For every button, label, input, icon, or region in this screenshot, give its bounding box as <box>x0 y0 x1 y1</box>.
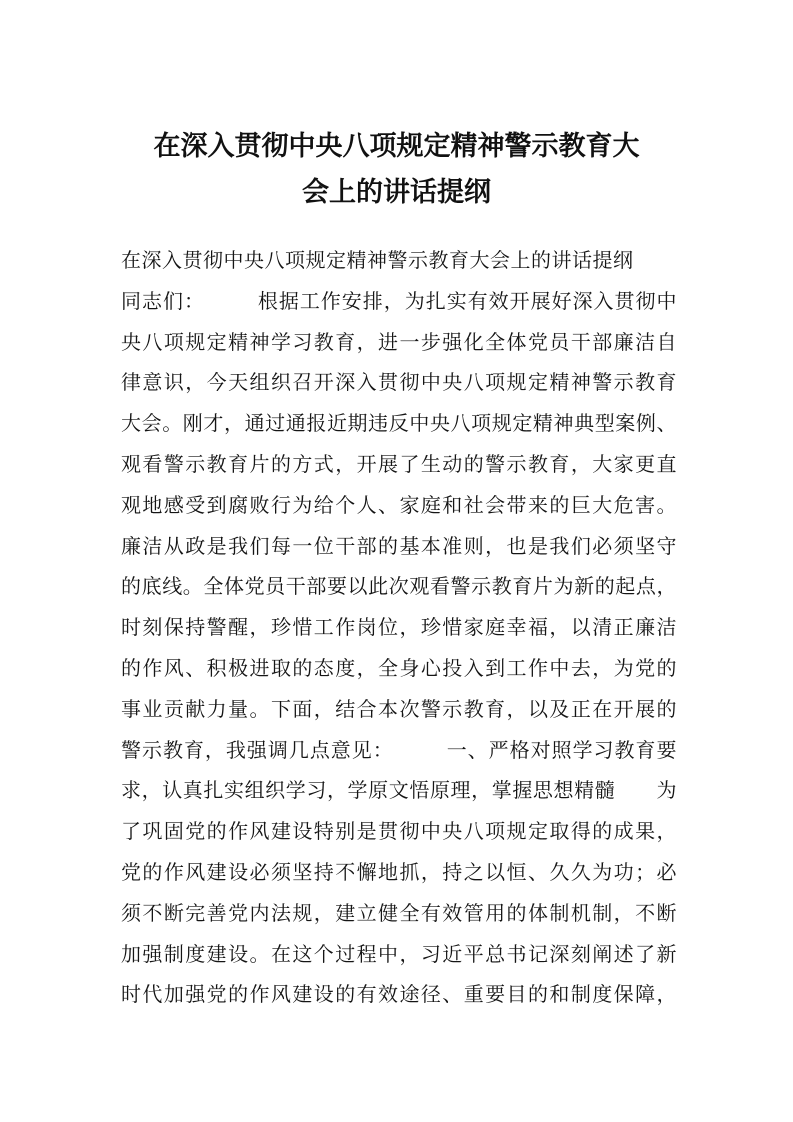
body-line: 警示教育，我强调几点意见： 一、严格对照学习教育要 <box>121 737 677 762</box>
title-line-1: 在深入贯彻中央八项规定精神警示教育大 <box>153 131 640 162</box>
document-title <box>110 124 683 216</box>
body-line: 党的作风建设必须坚持不懈地抓，持之以恒、久久为功；必 <box>121 859 677 884</box>
body-line: 的作风、积极进取的态度，全身心投入到工作中去，为党的 <box>121 655 677 680</box>
document-body <box>121 240 677 1015</box>
body-line: 须不断完善党内法规，建立健全有效管用的体制机制，不断 <box>121 900 677 925</box>
body-line: 律意识，今天组织召开深入贯彻中央八项规定精神警示教育 <box>121 370 677 395</box>
title-line-2: 会上的讲话提纲 <box>302 177 491 208</box>
body-line: 事业贡献力量。下面，结合本次警示教育，以及正在开展的 <box>121 696 677 721</box>
body-line: 的底线。全体党员干部要以此次观看警示教育片为新的起点， <box>121 574 677 599</box>
body-line: 加强制度建设。在这个过程中，习近平总书记深刻阐述了新 <box>121 941 677 966</box>
body-line: 时刻保持警醒，珍惜工作岗位，珍惜家庭幸福，以清正廉洁 <box>121 615 677 640</box>
body-line: 观看警示教育片的方式，开展了生动的警示教育，大家更直 <box>121 451 677 476</box>
body-line: 大会。刚才，通过通报近期违反中央八项规定精神典型案例、 <box>121 411 677 436</box>
body-line: 在深入贯彻中央八项规定精神警示教育大会上的讲话提纲 <box>121 248 634 272</box>
body-line: 了巩固党的作风建设特别是贯彻中央八项规定取得的成果， <box>121 819 677 844</box>
body-line: 廉洁从政是我们每一位干部的基本准则，也是我们必须坚守 <box>121 533 677 558</box>
body-line: 求，认真扎实组织学习，学原文悟原理，掌握思想精髓 为 <box>121 778 677 803</box>
body-line: 央八项规定精神学习教育，进一步强化全体党员干部廉洁自 <box>121 329 677 354</box>
body-line: 同志们： 根据工作安排，为扎实有效开展好深入贯彻中 <box>121 288 677 313</box>
body-line: 时代加强党的作风建设的有效途径、重要目的和制度保障， <box>121 982 677 1007</box>
body-line: 观地感受到腐败行为给个人、家庭和社会带来的巨大危害。 <box>121 492 677 517</box>
